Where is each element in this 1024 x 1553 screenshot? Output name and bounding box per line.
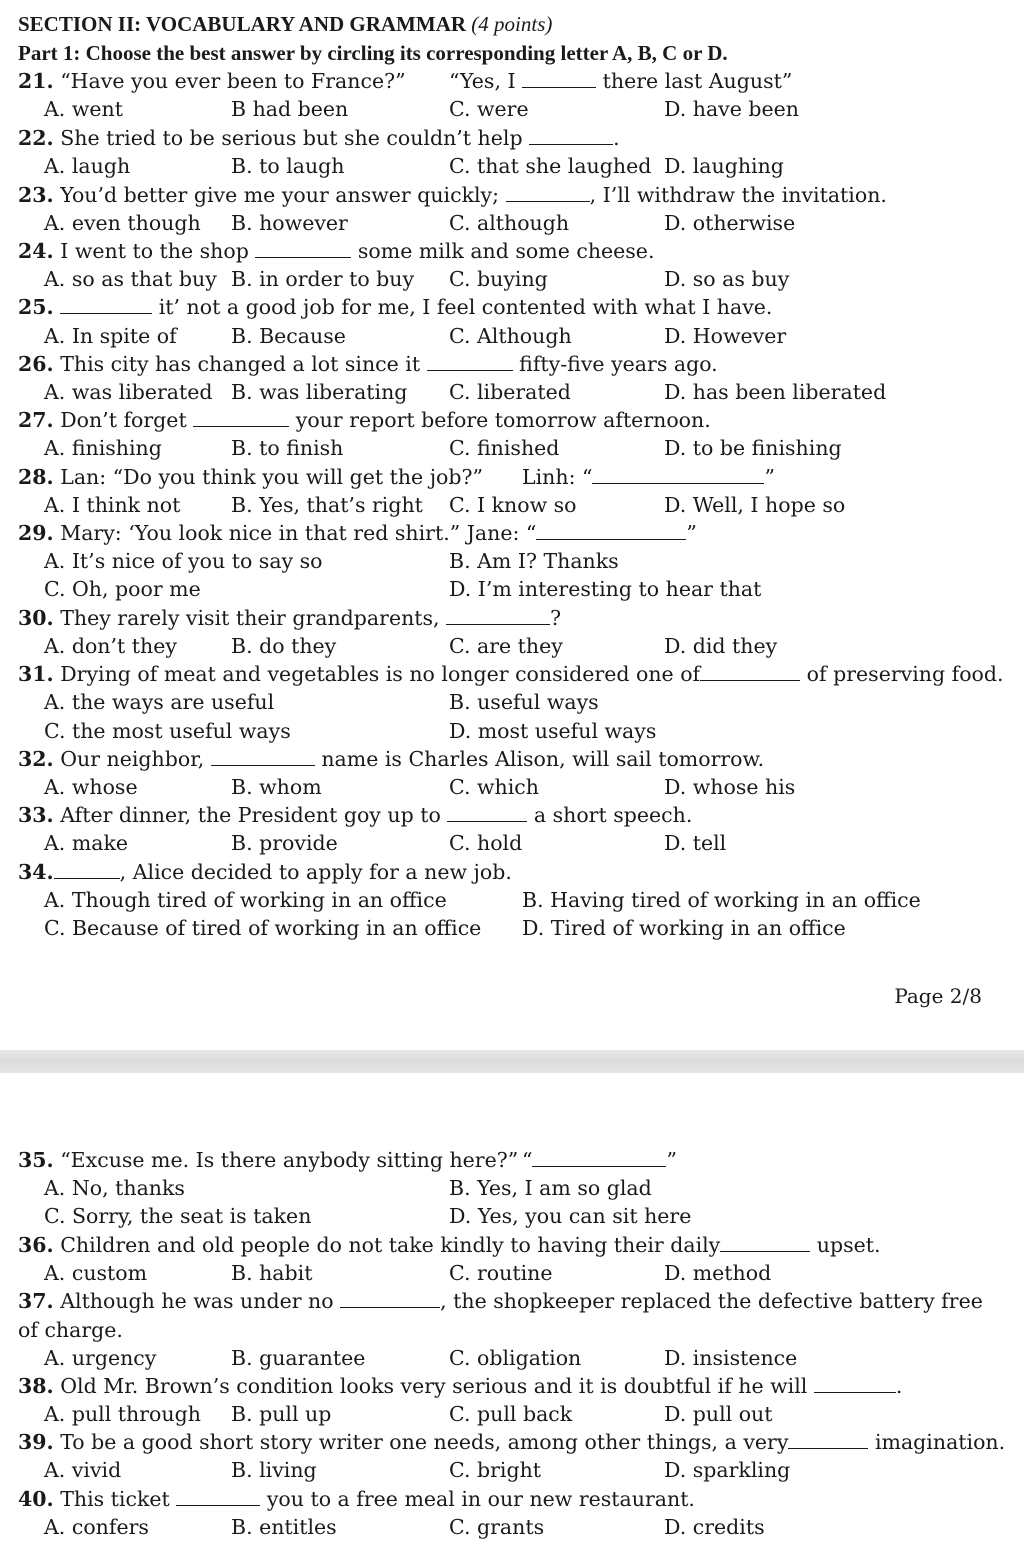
option-d[interactable]: D. so as buy: [664, 267, 790, 291]
question-number: 33.: [18, 803, 54, 827]
question-number: 25.: [18, 295, 54, 319]
question-text-after: some milk and some cheese.: [357, 239, 655, 263]
options-29-row2: [0, 575, 1024, 603]
question-number: 30.: [18, 606, 54, 630]
question-text-after: .: [895, 1374, 903, 1398]
option-c[interactable]: C. although: [449, 211, 570, 235]
question-text-after: imagination.: [874, 1430, 1006, 1454]
option-a[interactable]: A. laugh: [44, 154, 131, 178]
question-30: [0, 604, 1024, 632]
question-32: [0, 745, 1024, 773]
options-21: [0, 95, 1024, 123]
option-a[interactable]: A. don’t they: [44, 634, 177, 658]
question-text-after: name is Charles Alison, will sail tomorrow.: [321, 747, 765, 771]
options-28: [0, 491, 1024, 519]
question-text: Lan: “Do you think you will get the job?”: [60, 465, 483, 489]
question-text: This city has changed a lot since it: [60, 352, 421, 376]
question-text-after: .: [613, 126, 620, 150]
answer-blank: [211, 745, 315, 766]
question-text: Don’t forget: [60, 408, 187, 432]
question-text-after: you to a free meal in our new restaurant.: [266, 1487, 695, 1511]
question-22: [0, 124, 1024, 152]
option-a[interactable]: A. pull through: [44, 1402, 201, 1426]
question-number: 34.: [18, 860, 54, 884]
question-text: Drying of meat and vegetables is no longer considered one of: [60, 662, 701, 686]
option-a[interactable]: A. No, thanks: [44, 1176, 185, 1200]
question-31: [0, 660, 1024, 688]
options-36: [0, 1259, 1024, 1287]
question-34: [0, 858, 1024, 886]
option-c[interactable]: C. are they: [449, 634, 563, 658]
question-reply: “: [522, 1148, 533, 1172]
question-number: 35.: [18, 1148, 54, 1172]
option-b[interactable]: B. useful ways: [449, 690, 599, 714]
option-d[interactable]: D. I’m interesting to hear that: [449, 577, 762, 601]
option-b[interactable]: B. habit: [231, 1261, 313, 1285]
worksheet-page-3: [0, 1073, 1024, 1553]
question-25: [0, 293, 1024, 321]
answer-blank: [700, 660, 800, 681]
option-a[interactable]: A. confers: [44, 1515, 149, 1539]
question-40: [0, 1485, 1024, 1513]
option-d[interactable]: D. However: [664, 324, 787, 348]
options-22: [0, 152, 1024, 180]
question-text-after: ”: [686, 521, 697, 545]
options-35-row2: [0, 1202, 1024, 1230]
options-30: [0, 632, 1024, 660]
option-b[interactable]: B. Having tired of working in an office: [522, 888, 921, 912]
option-b[interactable]: B. to laugh: [231, 154, 345, 178]
option-d[interactable]: D. tell: [664, 831, 727, 855]
options-23: [0, 209, 1024, 237]
options-25: [0, 322, 1024, 350]
question-text-after: ”: [666, 1148, 677, 1172]
option-b[interactable]: B. Am I? Thanks: [449, 549, 619, 573]
question-text: She tried to be serious but she couldn’t help: [60, 126, 523, 150]
options-33: [0, 829, 1024, 857]
option-c[interactable]: C. Although: [449, 324, 572, 348]
section-points: (4 points): [471, 12, 553, 36]
option-d[interactable]: D. most useful ways: [449, 719, 657, 743]
options-37: [0, 1344, 1024, 1372]
answer-blank: [447, 801, 527, 822]
question-text: They rarely visit their grandparents,: [60, 606, 440, 630]
options-40: [0, 1513, 1024, 1541]
answer-blank: [176, 1485, 260, 1506]
option-c[interactable]: C. finished: [449, 436, 560, 460]
option-d[interactable]: D. Well, I hope so: [664, 493, 846, 517]
page-divider: [0, 1050, 1024, 1073]
option-c[interactable]: C. I know so: [449, 493, 577, 517]
question-text: Although he was under no: [60, 1289, 334, 1313]
question-number: 28.: [18, 465, 54, 489]
question-text: Children and old people do not take kindly to having their daily: [60, 1233, 721, 1257]
option-c[interactable]: C. Oh, poor me: [44, 577, 201, 601]
answer-blank: [446, 604, 550, 625]
option-b[interactable]: B. provide: [231, 831, 338, 855]
question-number: 29.: [18, 521, 54, 545]
question-text: “Excuse me. Is there anybody sitting here?”: [60, 1148, 519, 1172]
answer-blank: [427, 350, 513, 371]
options-31-row1: [0, 688, 1024, 716]
question-text: You’d better give me your answer quickly;: [60, 183, 500, 207]
options-38: [0, 1400, 1024, 1428]
option-c[interactable]: C. bright: [449, 1458, 542, 1482]
option-d[interactable]: D. credits: [664, 1515, 765, 1539]
option-c[interactable]: C. which: [449, 775, 539, 799]
option-b[interactable]: B. entitles: [231, 1515, 337, 1539]
question-text-after: ?: [550, 606, 562, 630]
answer-blank: [532, 1146, 666, 1167]
page-number: Page 2/8: [894, 984, 982, 1008]
option-a[interactable]: A. Though tired of working in an office: [44, 888, 447, 912]
question-text-after: your report before tomorrow afternoon.: [295, 408, 711, 432]
question-number: 37.: [18, 1289, 54, 1313]
option-d[interactable]: D. whose his: [664, 775, 796, 799]
option-b[interactable]: B. in order to buy: [231, 267, 415, 291]
question-text-after: ”: [764, 465, 775, 489]
option-c[interactable]: C. Sorry, the seat is taken: [44, 1204, 312, 1228]
option-c[interactable]: C. routine: [449, 1261, 553, 1285]
option-d[interactable]: D. pull out: [664, 1402, 773, 1426]
question-text-after: fifty-five years ago.: [519, 352, 718, 376]
option-c[interactable]: C. were: [449, 97, 529, 121]
answer-blank: [506, 181, 590, 202]
question-text: To be a good short story writer one needs, among other things, a very: [60, 1430, 789, 1454]
option-d[interactable]: D. did they: [664, 634, 778, 658]
question-text-after: there last August”: [602, 69, 793, 93]
question-37: [0, 1287, 1024, 1315]
question-number: 27.: [18, 408, 54, 432]
option-a[interactable]: A. so as that buy: [44, 267, 217, 291]
option-a[interactable]: A. custom: [44, 1261, 148, 1285]
answer-blank: [54, 858, 120, 879]
question-number: 39.: [18, 1430, 54, 1454]
question-23: [0, 181, 1024, 209]
part-title: Part 1: Choose the best answer by circling its corresponding letter A, B, C or D.: [18, 41, 728, 65]
option-c[interactable]: C. the most useful ways: [44, 719, 291, 743]
option-a[interactable]: A. the ways are useful: [44, 690, 275, 714]
option-d[interactable]: D. method: [664, 1261, 772, 1285]
option-a[interactable]: A. In spite of: [44, 324, 177, 348]
question-38: [0, 1372, 1024, 1400]
option-b[interactable]: B. was liberating: [231, 380, 408, 404]
question-24: [0, 237, 1024, 265]
question-21: [0, 67, 1024, 95]
answer-blank: [536, 519, 686, 540]
options-31-row2: [0, 717, 1024, 745]
options-24: [0, 265, 1024, 293]
option-c[interactable]: C. Because of tired of working in an office: [44, 916, 482, 940]
question-number: 31.: [18, 662, 54, 686]
answer-blank: [788, 1428, 868, 1449]
question-text-after: a short speech.: [533, 803, 693, 827]
options-39: [0, 1456, 1024, 1484]
question-28: [0, 463, 1024, 491]
question-text-after: upset.: [816, 1233, 881, 1257]
option-d[interactable]: D. sparkling: [664, 1458, 791, 1482]
option-a[interactable]: A. make: [44, 831, 129, 855]
option-b[interactable]: B had been: [231, 97, 349, 121]
question-text: Old Mr. Brown’s condition looks very serious and it is doubtful if he will: [60, 1374, 808, 1398]
option-a[interactable]: A. went: [44, 97, 123, 121]
question-number: 26.: [18, 352, 54, 376]
option-c[interactable]: C. liberated: [449, 380, 571, 404]
question-number: 22.: [18, 126, 54, 150]
question-33: [0, 801, 1024, 829]
option-b[interactable]: B. whom: [231, 775, 322, 799]
question-29: [0, 519, 1024, 547]
option-c[interactable]: C. that she laughed: [449, 154, 652, 178]
options-27: [0, 434, 1024, 462]
option-b[interactable]: B. living: [231, 1458, 317, 1482]
question-text: Mary: ‘You look nice in that red shirt.” Jane: “: [60, 521, 537, 545]
option-b[interactable]: B. Because: [231, 324, 346, 348]
option-a[interactable]: A. vivid: [44, 1458, 122, 1482]
question-37-continued: [0, 1316, 1024, 1344]
option-a[interactable]: A. was liberated: [44, 380, 213, 404]
section-heading: [0, 10, 1024, 38]
option-d[interactable]: D. Tired of working in an office: [522, 916, 846, 940]
question-number: 32.: [18, 747, 54, 771]
option-d[interactable]: D. has been liberated: [664, 380, 887, 404]
option-d[interactable]: D. Yes, you can sit here: [449, 1204, 692, 1228]
answer-blank: [529, 124, 613, 145]
question-text: This ticket: [60, 1487, 170, 1511]
question-text-after: , Alice decided to apply for a new job.: [119, 860, 512, 884]
option-d[interactable]: D. have been: [664, 97, 799, 121]
option-b[interactable]: B. Yes, that’s right: [231, 493, 423, 517]
question-number: 24.: [18, 239, 54, 263]
options-34-row2: [0, 914, 1024, 942]
question-text: After dinner, the President goy up to: [60, 803, 441, 827]
option-c[interactable]: C. pull back: [449, 1402, 573, 1426]
question-number: 23.: [18, 183, 54, 207]
options-29-row1: [0, 547, 1024, 575]
option-d[interactable]: D. otherwise: [664, 211, 796, 235]
option-c[interactable]: C. buying: [449, 267, 548, 291]
question-text-after: it’ not a good job for me, I feel contented with what I have.: [158, 295, 773, 319]
section-title: SECTION II: VOCABULARY AND GRAMMAR: [18, 12, 467, 36]
option-b[interactable]: B. do they: [231, 634, 337, 658]
option-c[interactable]: C. obligation: [449, 1346, 582, 1370]
question-36: [0, 1231, 1024, 1259]
answer-blank: [720, 1231, 810, 1252]
option-a[interactable]: A. It’s nice of you to say so: [44, 549, 323, 573]
question-26: [0, 350, 1024, 378]
option-b[interactable]: B. guarantee: [231, 1346, 366, 1370]
option-a[interactable]: A. urgency: [44, 1346, 157, 1370]
question-text-continued: of charge.: [18, 1318, 123, 1342]
option-b[interactable]: B. Yes, I am so glad: [449, 1176, 652, 1200]
question-text: Our neighbor,: [60, 747, 205, 771]
options-34-row1: [0, 886, 1024, 914]
question-number: 21.: [18, 69, 54, 93]
answer-blank: [814, 1372, 896, 1393]
option-a[interactable]: A. even though: [44, 211, 201, 235]
question-reply: “Yes, I: [449, 69, 516, 93]
options-35-row1: [0, 1174, 1024, 1202]
question-number: 38.: [18, 1374, 54, 1398]
options-26: [0, 378, 1024, 406]
question-35: [0, 1146, 1024, 1174]
question-39: [0, 1428, 1024, 1456]
question-text: I went to the shop: [60, 239, 249, 263]
question-text-after: , the shopkeeper replaced the defective battery free: [440, 1289, 983, 1313]
option-d[interactable]: D. to be finishing: [664, 436, 842, 460]
question-text-after: of preserving food.: [806, 662, 1004, 686]
question-text-after: , I’ll withdraw the invitation.: [589, 183, 887, 207]
option-c[interactable]: C. hold: [449, 831, 523, 855]
answer-blank: [60, 293, 152, 314]
option-b[interactable]: B. to finish: [231, 436, 344, 460]
question-number: 40.: [18, 1487, 54, 1511]
question-text: “Have you ever been to France?”: [60, 69, 406, 93]
question-27: [0, 406, 1024, 434]
question-reply: Linh: “: [522, 465, 593, 489]
option-b[interactable]: B. however: [231, 211, 348, 235]
option-a[interactable]: A. finishing: [44, 436, 162, 460]
option-a[interactable]: A. whose: [44, 775, 138, 799]
question-number: 36.: [18, 1233, 54, 1257]
option-d[interactable]: D. insistence: [664, 1346, 798, 1370]
answer-blank: [340, 1287, 440, 1308]
option-b[interactable]: B. pull up: [231, 1402, 332, 1426]
option-d[interactable]: D. laughing: [664, 154, 784, 178]
options-32: [0, 773, 1024, 801]
option-c[interactable]: C. grants: [449, 1515, 545, 1539]
answer-blank: [193, 406, 289, 427]
option-a[interactable]: A. I think not: [44, 493, 181, 517]
part-heading: [0, 39, 1024, 67]
answer-blank: [255, 237, 351, 258]
answer-blank: [592, 463, 764, 484]
answer-blank: [522, 67, 596, 88]
